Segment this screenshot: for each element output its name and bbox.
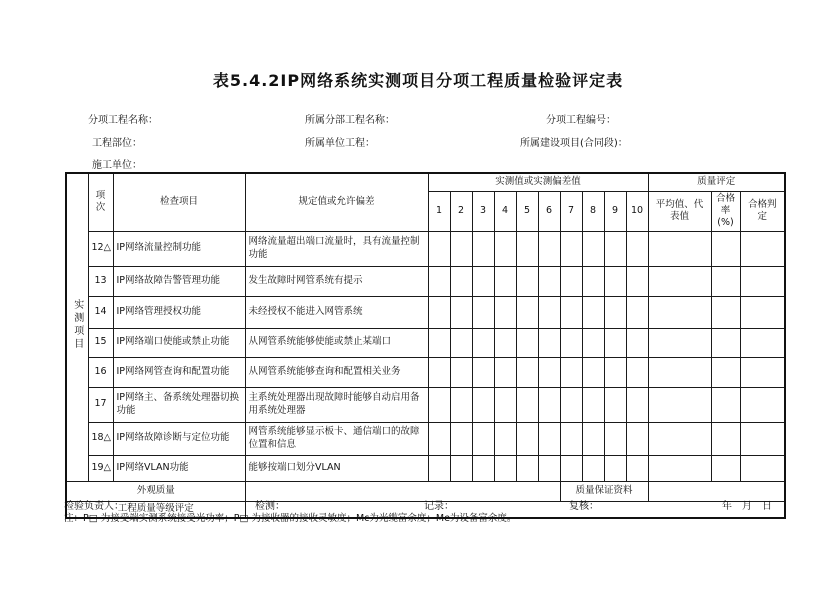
header-measured-values: 实测值或实测偏差值: [428, 173, 648, 191]
row-spec: 从网管系统能够查询和配置相关业务: [245, 357, 428, 387]
measured-value-cell: [450, 357, 472, 387]
measured-value-cell: [538, 296, 560, 328]
pass-rate-cell: [711, 328, 740, 357]
row-item: IP网络故障告警管理功能: [113, 266, 245, 296]
header-col-2: 2: [450, 191, 472, 231]
pass-rate-cell: [711, 296, 740, 328]
measured-value-cell: [560, 328, 582, 357]
measured-value-cell: [560, 422, 582, 455]
header-inspection-item: 检查项目: [113, 173, 245, 231]
measured-value-cell: [538, 455, 560, 481]
measured-value-cell: [604, 357, 626, 387]
row-item: IP网络管理授权功能: [113, 296, 245, 328]
table-row: [66, 357, 785, 387]
measured-value-cell: [604, 387, 626, 422]
measured-value-cell: [494, 422, 516, 455]
side-label-cell: [66, 173, 88, 481]
row-no: 15: [88, 328, 113, 357]
pass-rate-cell: [711, 266, 740, 296]
inspection-table: [65, 172, 786, 519]
field-construction-project: 所属建设项目(合同段)：: [520, 138, 628, 149]
row-no: 18△: [88, 422, 113, 455]
measured-value-cell: [494, 231, 516, 266]
qa-docs-label: 质量保证资料: [560, 481, 648, 501]
measured-value-cell: [516, 357, 538, 387]
avg-value-cell: [648, 296, 711, 328]
measured-value-cell: [560, 231, 582, 266]
measured-value-cell: [626, 422, 648, 455]
measured-value-cell: [472, 266, 494, 296]
review-label: 复核：: [569, 501, 599, 512]
avg-value-cell: [648, 455, 711, 481]
avg-value-cell: [648, 387, 711, 422]
header-col-8: 8: [582, 191, 604, 231]
pass-rate-cell: [711, 387, 740, 422]
pass-judge-cell: [740, 296, 785, 328]
field-division-name: 所属分部工程名称：: [305, 115, 395, 126]
measured-value-cell: [428, 266, 450, 296]
header-col-3: 3: [472, 191, 494, 231]
measured-value-cell: [582, 296, 604, 328]
measured-value-cell: [428, 422, 450, 455]
row-no: 16: [88, 357, 113, 387]
measured-value-cell: [582, 455, 604, 481]
header-col-5: 5: [516, 191, 538, 231]
row-spec: 从网管系统能够使能或禁止某端口: [245, 328, 428, 357]
table-row: [66, 328, 785, 357]
pass-rate-cell: [711, 357, 740, 387]
avg-value-cell: [648, 422, 711, 455]
field-part: 工程部位：: [92, 138, 142, 149]
measured-value-cell: [494, 266, 516, 296]
measured-value-cell: [428, 328, 450, 357]
measured-value-cell: [472, 328, 494, 357]
pass-judge-cell: [740, 455, 785, 481]
row-no: 17: [88, 387, 113, 422]
row-item: IP网络主、备系统处理器切换功能: [113, 387, 245, 422]
test-label: 检测：: [255, 501, 285, 512]
header-col-10: 10: [626, 191, 648, 231]
measured-value-cell: [516, 422, 538, 455]
measured-value-cell: [428, 231, 450, 266]
measured-value-cell: [582, 387, 604, 422]
header-pass-rate: 合格率(%): [711, 191, 740, 231]
measured-value-cell: [604, 296, 626, 328]
footnote: 注：P□ 为接受端实测系统接受光功率；P□ 为接收器的接收灵敏度；Mc为光缆富余度；Me为设备富余度。: [64, 513, 517, 524]
header-specified-value: 规定值或允许偏差: [245, 173, 428, 231]
measured-value-cell: [450, 422, 472, 455]
measured-value-cell: [626, 357, 648, 387]
measured-value-cell: [560, 455, 582, 481]
measured-value-cell: [516, 296, 538, 328]
measured-value-cell: [516, 266, 538, 296]
measured-value-cell: [604, 422, 626, 455]
measured-value-cell: [428, 387, 450, 422]
measured-value-cell: [494, 387, 516, 422]
measured-value-cell: [538, 328, 560, 357]
measured-value-cell: [428, 455, 450, 481]
measured-value-cell: [494, 455, 516, 481]
measured-value-cell: [604, 231, 626, 266]
measured-value-cell: [560, 296, 582, 328]
measured-value-cell: [472, 357, 494, 387]
measured-value-cell: [582, 328, 604, 357]
measured-value-cell: [538, 357, 560, 387]
table-row: [66, 296, 785, 328]
measured-value-cell: [450, 387, 472, 422]
measured-value-cell: [626, 231, 648, 266]
side-label: 实测项目: [71, 299, 83, 352]
avg-value-cell: [648, 357, 711, 387]
measured-value-cell: [472, 296, 494, 328]
measured-value-cell: [538, 266, 560, 296]
pass-judge-cell: [740, 357, 785, 387]
row-item: IP网络端口使能或禁止功能: [113, 328, 245, 357]
date-label: 年 月 日: [722, 501, 772, 512]
measured-value-cell: [472, 231, 494, 266]
row-no: 12△: [88, 231, 113, 266]
measured-value-cell: [494, 357, 516, 387]
measured-value-cell: [626, 266, 648, 296]
row-spec: 发生故障时网管系统有提示: [245, 266, 428, 296]
row-item: IP网络网管查询和配置功能: [113, 357, 245, 387]
grade-label: 工程质量等级评定: [66, 501, 245, 518]
pass-rate-cell: [711, 455, 740, 481]
table-row: [66, 387, 785, 422]
row-no: 14: [88, 296, 113, 328]
header-col-4: 4: [494, 191, 516, 231]
row-spec: 主系统处理器出现故障时能够自动启用备用系统处理器: [245, 387, 428, 422]
header-quality-eval: 质量评定: [648, 173, 785, 191]
pass-rate-cell: [711, 422, 740, 455]
row-item: IP网络流量控制功能: [113, 231, 245, 266]
measured-value-cell: [560, 387, 582, 422]
pass-judge-cell: [740, 231, 785, 266]
measured-value-cell: [472, 455, 494, 481]
pass-judge-cell: [740, 422, 785, 455]
measured-value-cell: [626, 455, 648, 481]
measured-value-cell: [626, 296, 648, 328]
appearance-label: 外观质量: [66, 481, 245, 501]
measured-value-cell: [626, 328, 648, 357]
header-pass-judge: 合格判定: [740, 191, 785, 231]
measured-value-cell: [428, 357, 450, 387]
avg-value-cell: [648, 231, 711, 266]
measured-value-cell: [560, 266, 582, 296]
record-label: 记录：: [424, 501, 454, 512]
pass-judge-cell: [740, 387, 785, 422]
measured-value-cell: [494, 328, 516, 357]
measured-value-cell: [450, 231, 472, 266]
field-project-no: 分项工程编号：: [546, 115, 616, 126]
header-avg-value: 平均值、代表值: [648, 191, 711, 231]
table-row: [66, 422, 785, 455]
measured-value-cell: [472, 387, 494, 422]
measured-value-cell: [538, 387, 560, 422]
row-no: 19△: [88, 455, 113, 481]
inspector-label: 检验负责人：: [64, 501, 124, 512]
row-spec: 网络流量超出端口流量时，具有流量控制功能: [245, 231, 428, 266]
measured-value-cell: [604, 328, 626, 357]
measured-value-cell: [538, 231, 560, 266]
measured-value-cell: [450, 328, 472, 357]
table-row: [66, 455, 785, 481]
table-row: [66, 266, 785, 296]
row-no: 13: [88, 266, 113, 296]
page-title: 表5.4.2IP网络系统实测项目分项工程质量检验评定表: [212, 71, 624, 90]
pass-judge-cell: [740, 328, 785, 357]
measured-value-cell: [450, 266, 472, 296]
measured-value-cell: [494, 296, 516, 328]
measured-value-cell: [538, 422, 560, 455]
header-item-no: 项次: [88, 173, 113, 231]
row-spec: 未经授权不能进入网管系统: [245, 296, 428, 328]
measured-value-cell: [516, 387, 538, 422]
measured-value-cell: [604, 266, 626, 296]
field-contractor: 施工单位：: [92, 160, 142, 171]
field-project-name: 分项工程名称：: [88, 115, 158, 126]
measured-value-cell: [516, 328, 538, 357]
field-unit-project: 所属单位工程：: [305, 138, 375, 149]
measured-value-cell: [560, 357, 582, 387]
row-item: IP网络故障诊断与定位功能: [113, 422, 245, 455]
table-row: [66, 231, 785, 266]
header-col-6: 6: [538, 191, 560, 231]
header-col-1: 1: [428, 191, 450, 231]
measured-value-cell: [604, 455, 626, 481]
measured-value-cell: [626, 387, 648, 422]
measured-value-cell: [582, 231, 604, 266]
measured-value-cell: [472, 422, 494, 455]
pass-rate-cell: [711, 231, 740, 266]
measured-value-cell: [582, 422, 604, 455]
pass-judge-cell: [740, 266, 785, 296]
measured-value-cell: [450, 455, 472, 481]
measured-value-cell: [582, 357, 604, 387]
avg-value-cell: [648, 328, 711, 357]
measured-value-cell: [516, 455, 538, 481]
measured-value-cell: [516, 231, 538, 266]
row-spec: 能够按端口划分VLAN: [245, 455, 428, 481]
measured-value-cell: [582, 266, 604, 296]
measured-value-cell: [450, 296, 472, 328]
signature-row: [0, 497, 836, 511]
row-spec: 网管系统能够显示板卡、通信端口的故障位置和信息: [245, 422, 428, 455]
header-col-9: 9: [604, 191, 626, 231]
row-item: IP网络VLAN功能: [113, 455, 245, 481]
measured-value-cell: [428, 296, 450, 328]
avg-value-cell: [648, 266, 711, 296]
header-col-7: 7: [560, 191, 582, 231]
